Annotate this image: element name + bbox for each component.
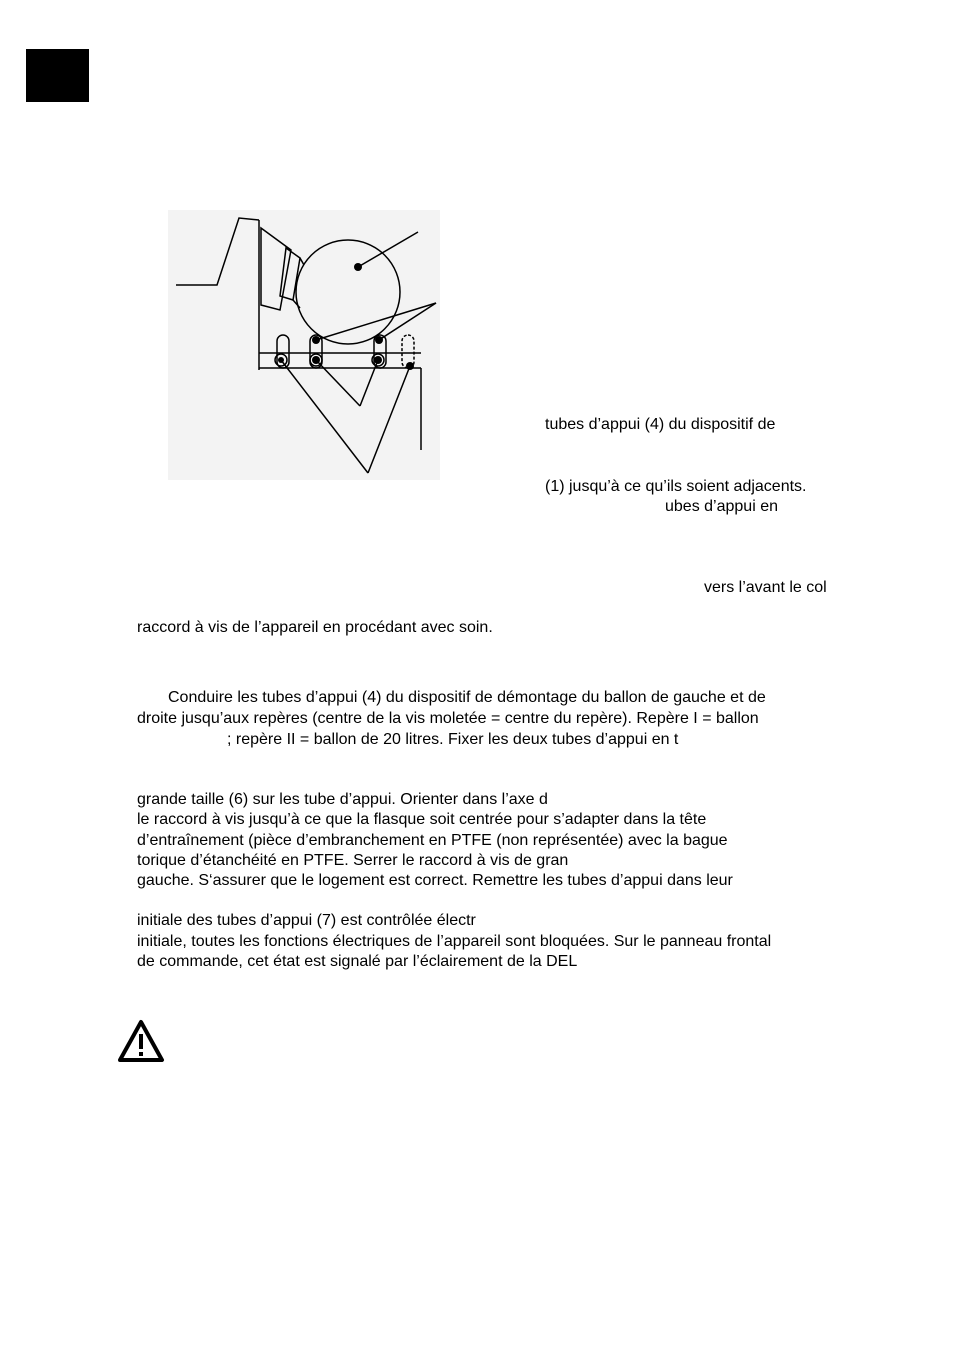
text-line: tubes d’appui (4) du dispositif de [545,416,776,433]
text-line: grande taille (6) sur les tube d’appui. Orienter dans l’axe d [137,791,548,808]
text-line: initiale, toutes les fonctions électriques de l’appareil sont bloquées. Sur le panneau frontal [137,933,772,950]
text-line: de commande, cet état est signalé par l’éclairement de la DEL [137,953,578,970]
text-line: torique d’étanchéité en PTFE. Serrer le raccord à vis de gran [137,852,569,869]
text-line: Conduire les tubes d’appui (4) du dispositif de démontage du ballon de gauche et de [168,689,766,706]
page-corner-tab [26,49,89,102]
text-line: d’entraînement (pièce d’embranchement en PTFE (non représentée) avec la bague [137,832,728,849]
text-line: ; repère II = ballon de 20 litres. Fixer les deux tubes d’appui en t [227,731,679,748]
warning-triangle-icon [117,1019,165,1063]
text-line: droite jusqu’aux repères (centre de la vis moletée = centre du repère). Repère I = ballon [137,710,759,727]
flask-removal-figure [168,210,440,480]
text-line: le raccord à vis jusqu’à ce que la flasque soit centrée pour s’adapter dans la tête [137,811,707,828]
text-line: (1) jusqu’à ce qu’ils soient adjacents. [545,478,807,495]
text-line: vers l’avant le col [704,579,827,596]
text-line: raccord à vis de l’appareil en procédant avec soin. [137,619,493,636]
text-line: gauche. S‘assurer que le logement est correct. Remettre les tubes d’appui dans leur [137,872,733,889]
text-line: initiale des tubes d’appui (7) est contrôlée électr [137,912,476,929]
text-line: ubes d’appui en [665,498,778,515]
